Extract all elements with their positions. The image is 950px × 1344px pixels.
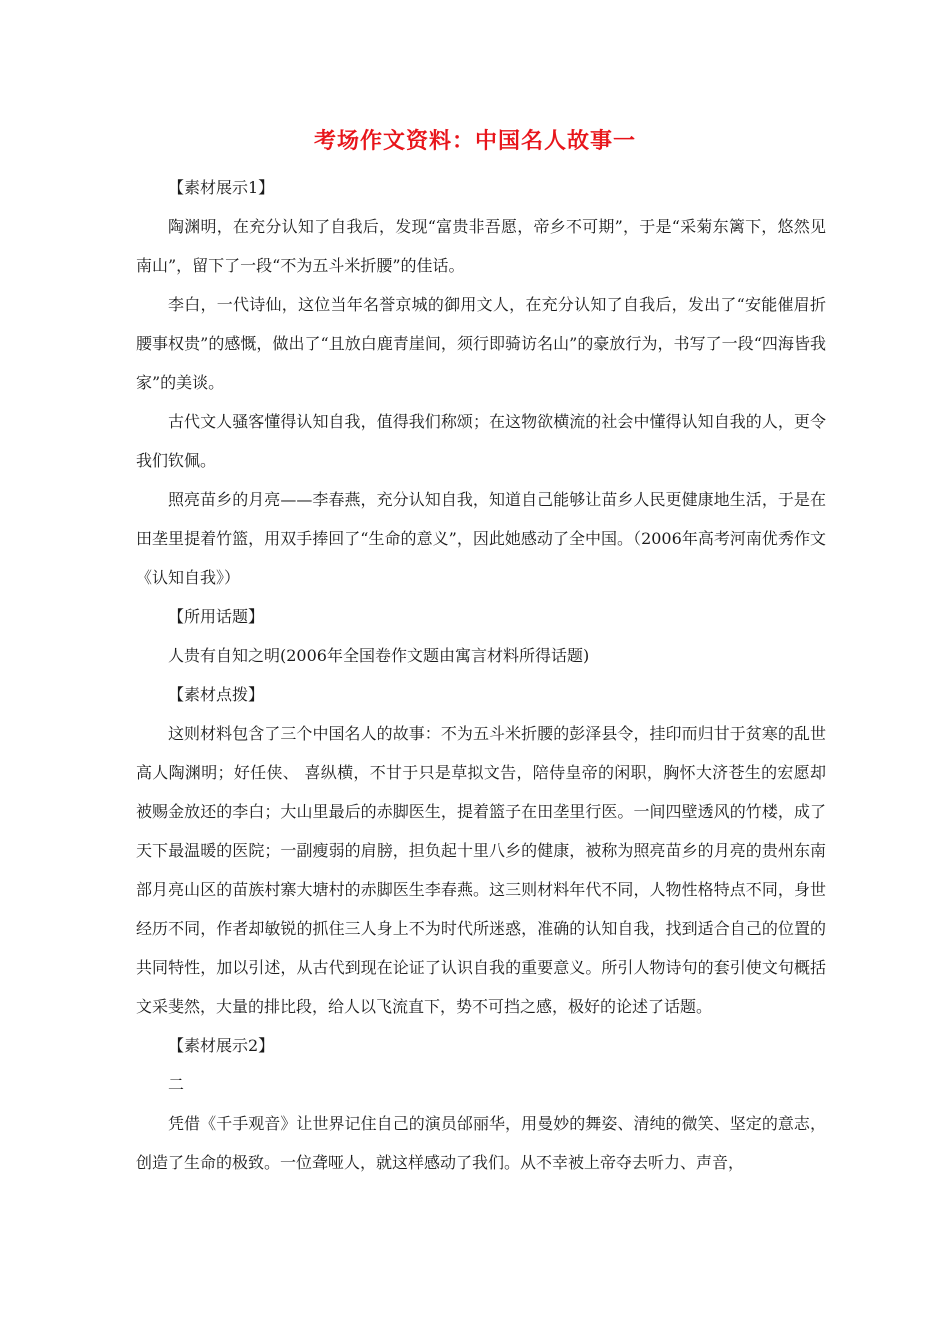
paragraph: 人贵有自知之明(2006年全国卷作文题由寓言材料所得话题) [168, 646, 590, 665]
paragraph: 凭借《千手观音》让世界记住自己的演员邰丽华，用曼妙的舞姿、清纯的微笑、坚定的意志，创造了生命的极致。一位聋哑人，就这样感动了我们。从不幸被上帝夺去听力、声音， [136, 1114, 826, 1172]
paragraph: 照亮苗乡的月亮——李春燕，充分认知自我，知道自己能够让苗乡人民更健康地生活，于是在田垄里提着竹篮，用双手捧回了“生命的意义”，因此她感动了全中国。（2006年高考河南优秀作文《认知自我》） [136, 490, 826, 587]
paragraph: 陶渊明，在充分认知了自我后，发现“富贵非吾愿，帝乡不可期”，于是“采菊东篱下，悠然见南山”，留下了一段“不为五斗米折腰”的佳话。 [136, 217, 826, 275]
paragraph: 二 [168, 1075, 185, 1094]
paragraph: 李白，一代诗仙，这位当年名誉京城的御用文人，在充分认知了自我后，发出了“安能催眉折腰事权贵”的感慨，做出了“且放白鹿青崖间，须行即骑访名山”的豪放行为，书写了一段“四海皆我家”的美谈。 [136, 295, 826, 392]
paragraph: 这则材料包含了三个中国名人的故事：不为五斗米折腰的彭泽县令，挂印而归甘于贫寒的乱世高人陶渊明；好任侠、 喜纵横，不甘于只是草拟文告，陪侍皇帝的闲职，胸怀大济苍生的宏愿却被赐金放还的李白；大山里最后的赤脚医生，提着篮子在田垄里行医。一间四壁透风的竹楼，成了天下最温暖的医院；一副瘦弱的肩膀，担负起十里八乡的健康，被称为照亮苗乡的月亮的贵州东南部月亮山区的苗族村寨大塘村的赤脚医生李春燕。这三则材料年代不同，人物性格特点不同，身世经历不同，作者却敏锐的抓住三人身上不为时代所迷惑，准确的认知自我，找到适合自己的位置的共同特性，加以引述，从古代到现在论证了认识自我的重要意义。所引人物诗句的套引使文句概括文采斐然，大量的排比段，给人以飞流直下，势不可挡之感，极好的论述了话题。 [136, 724, 826, 1016]
document-body [136, 168, 826, 1182]
page-title: 考场作文资料：中国名人故事一 [313, 129, 636, 154]
section-heading-2: 【素材展示2】 [168, 1036, 275, 1055]
section-heading-comment: 【素材点拨】 [168, 685, 265, 704]
section-heading-topic: 【所用话题】 [168, 607, 265, 626]
paragraph: 古代文人骚客懂得认知自我，值得我们称颂；在这物欲横流的社会中懂得认知自我的人，更令我们钦佩。 [136, 412, 826, 470]
section-heading-1: 【素材展示1】 [168, 178, 275, 197]
